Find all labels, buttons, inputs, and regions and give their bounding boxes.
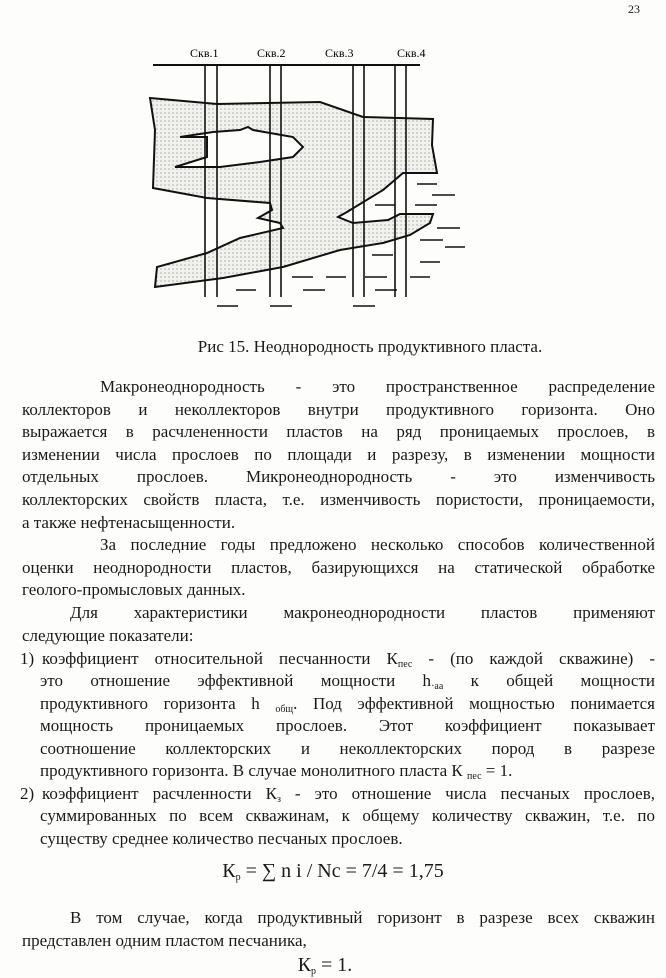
text-segment: оценки неоднородности пластов, базирующихся на статической обработке [22, 557, 655, 577]
text-segment: изменении числа прослоев по площади и разрезу, в изменении мощности [22, 444, 655, 464]
text-segment: существу среднее количество песчаных прослоев. [40, 828, 403, 848]
heterogeneity-diagram [0, 0, 666, 330]
text-line [70, 907, 655, 929]
text-segment: мощность проницаемых прослоев. Этот коэффициент показывает [40, 716, 655, 736]
text-segment: За последние годы предложено несколько способов количественной [100, 535, 655, 554]
subscript: общ [275, 703, 294, 715]
list-number: 2) [20, 784, 35, 803]
text-line [40, 693, 655, 715]
text-segment: представлен одним пластом песчаника, [22, 930, 307, 950]
text-segment: геолого-промысловых данных. [22, 580, 246, 600]
text-segment: соотношение коллекторских и неколлекторских пород в разрезе [40, 738, 655, 758]
text-line [22, 399, 655, 421]
text-segment: это отношение эффективной мощности h [40, 671, 432, 691]
text-line [22, 930, 307, 952]
text-segment: к общей мощности [443, 671, 655, 691]
text-segment: = 1. [481, 761, 513, 780]
subscript: ·аа [431, 681, 444, 693]
text-segment: Для характеристики макронеоднородности пластов применяют [70, 603, 655, 622]
text-segment: Макронеоднородность - это пространственное распределение [100, 377, 655, 396]
formula-expression: = 1. [316, 954, 353, 976]
text-line [22, 512, 235, 534]
formula-kp [0, 860, 666, 883]
text-line [40, 828, 403, 850]
text-line [42, 783, 655, 805]
text-line [22, 489, 655, 511]
text-segment: . Под эффективной мощностью понимается [293, 693, 656, 713]
list-number: 1) [20, 649, 35, 668]
text-segment: отдельных прослоев. Микронеоднородность - это изменчивость [22, 467, 655, 487]
formula-symbol: К [297, 954, 312, 976]
well-label-1: Скв.1 [190, 46, 219, 60]
well-label-4: Скв.4 [397, 46, 426, 60]
text-line [42, 648, 655, 670]
text-line [70, 602, 655, 624]
text-segment: коллекторов и неколлекторов внутри продуктивного горизонта. Оно [22, 399, 655, 419]
text-line [22, 466, 655, 488]
text-segment: В том случае, когда продуктивный горизонт в разрезе всех скважин [70, 908, 655, 927]
text-line [40, 738, 655, 760]
formula-subscript: р [235, 872, 241, 883]
subscript: з [276, 794, 281, 805]
figure-caption: Рис 15. Неоднородность продуктивного пласта. [197, 337, 543, 356]
text-line [22, 557, 655, 579]
text-line [100, 376, 655, 398]
formula-subscript: р [311, 966, 317, 977]
well-label-2: Скв.2 [257, 46, 286, 60]
text-segment: выражается в расчлененности пластов на ряд проницаемых прослоев, в [22, 422, 655, 442]
text-line [22, 421, 655, 443]
text-segment: коллекторских свойств пласта, т.е. изменчивость пористости, проницаемости, [22, 490, 655, 509]
text-line [100, 534, 655, 556]
text-segment: суммированных по всем скважинам, к общему количеству скважин, т.е. по [40, 806, 655, 826]
text-segment: - (по каждой скважине) - [412, 649, 655, 668]
sand-body [150, 98, 437, 287]
text-segment: следующие показатели: [22, 625, 194, 645]
text-line [22, 625, 193, 647]
text-segment: продуктивного горизонта. В случае монолитного пласта К [40, 761, 468, 780]
text-line [40, 715, 655, 737]
formula-kp-one [0, 954, 658, 977]
subscript: пес [467, 771, 482, 782]
formula-symbol: К [222, 860, 236, 882]
text-line [22, 579, 246, 601]
well-label-3: Скв.3 [325, 46, 354, 60]
text-line [40, 805, 655, 827]
text-line [22, 444, 655, 466]
text-segment: а также нефтенасыщенности. [22, 512, 236, 532]
text-segment: коэффициент относительной песчанности К [42, 649, 398, 668]
subscript: пес [397, 659, 413, 670]
text-segment: коэффициент расчленности К [42, 784, 277, 803]
text-line [40, 670, 655, 692]
formula-expression: = ∑ n i / Nc = 7/4 = 1,75 [240, 860, 444, 882]
page-number: 23 [628, 2, 640, 16]
text-segment: - это отношение числа песчаных прослоев, [280, 784, 655, 803]
text-segment: продуктивного горизонта h [40, 693, 276, 713]
